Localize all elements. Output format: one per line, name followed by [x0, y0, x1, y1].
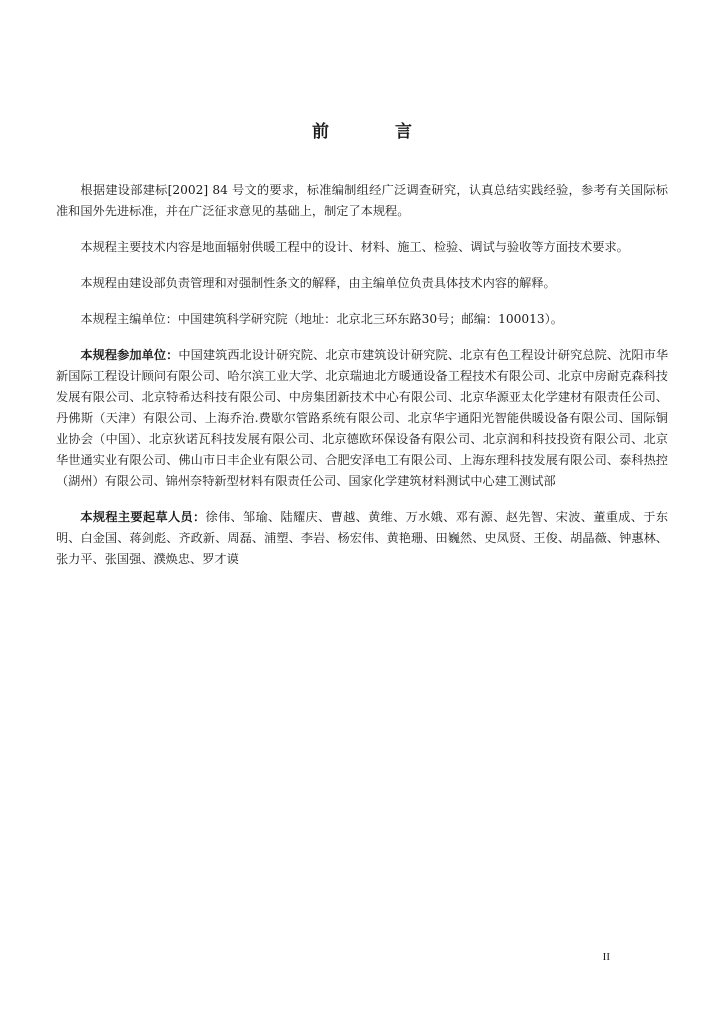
paragraph-text: 本规程主编单位：中国建筑科学研究院（地址：北京北三环东路30号；邮编：100013）。 — [80, 312, 563, 326]
paragraph-lead: 本规程参加单位： — [80, 348, 179, 362]
paragraph-participating-units — [56, 345, 668, 492]
page-number: II — [602, 951, 610, 963]
paragraph-drafters — [56, 507, 668, 570]
preface-body — [56, 180, 668, 585]
paragraph-text: 本规程主要技术内容是地面辐射供暖工程中的设计、材料、施工、检验、调试与验收等方面技术要求。 — [80, 240, 629, 254]
paragraph-lead: 本规程主要起草人员： — [80, 510, 206, 524]
paragraph-text: 徐伟、邹瑜、陆耀庆、曹越、黄维、万水娥、邓有源、赵先智、宋波、董重成、于东明、白金国、蒋剑彪、齐政新、周磊、浦塑、李岩、杨宏伟、黄艳珊、田巍然、史凤贤、王俊、胡晶薇、钟惠林、张力平、张国强、濮焕忠、罗才谟 — [56, 510, 669, 566]
paragraph-management — [56, 273, 668, 294]
paragraph-basis — [56, 180, 668, 222]
page-title: 前 言 — [312, 122, 442, 142]
paragraph-text: 本规程由建设部负责管理和对强制性条文的解释，由主编单位负责具体技术内容的解释。 — [80, 276, 556, 290]
paragraph-main-content — [56, 237, 668, 258]
paragraph-text: 中国建筑西北设计研究院、北京市建筑设计研究院、北京有色工程设计研究总院、沈阳市华新国际工程设计顾问有限公司、哈尔滨工业大学、北京瑞迪北方暖通设备工程技术有限公司、北京中房耐克森科技发展有限公司、北京特希达科技有限公司、中房集团新技术中心有限公司、北京华源亚太化学建材有限责任公司、丹佛斯（天津）有限公司、上海乔治.费歇尔管路系统有限公司、北京华宇通阳光智能供暖设备有限公司、国际铜业协会（中国）、北京狄诺瓦科技发展有限公司、北京德欧环保设备有限公司、北京润和科技投资有限公司、北京华世通实业有限公司、佛山市日丰企业有限公司、合肥安泽电工有限公司、上海东理科技发展有限公司、泰科热控（湖州）有限公司、锦州奈特新型材料有限责任公司、国家化学建筑材料测试中心建工测试部 — [56, 348, 669, 488]
paragraph-text: 根据建设部建标[2002] 84 号文的要求，标准编制组经广泛调查研究，认真总结实践经验，参考有关国际标准和国外先进标准，并在广泛征求意见的基础上，制定了本规程。 — [56, 183, 668, 218]
paragraph-chief-editor — [56, 309, 668, 330]
